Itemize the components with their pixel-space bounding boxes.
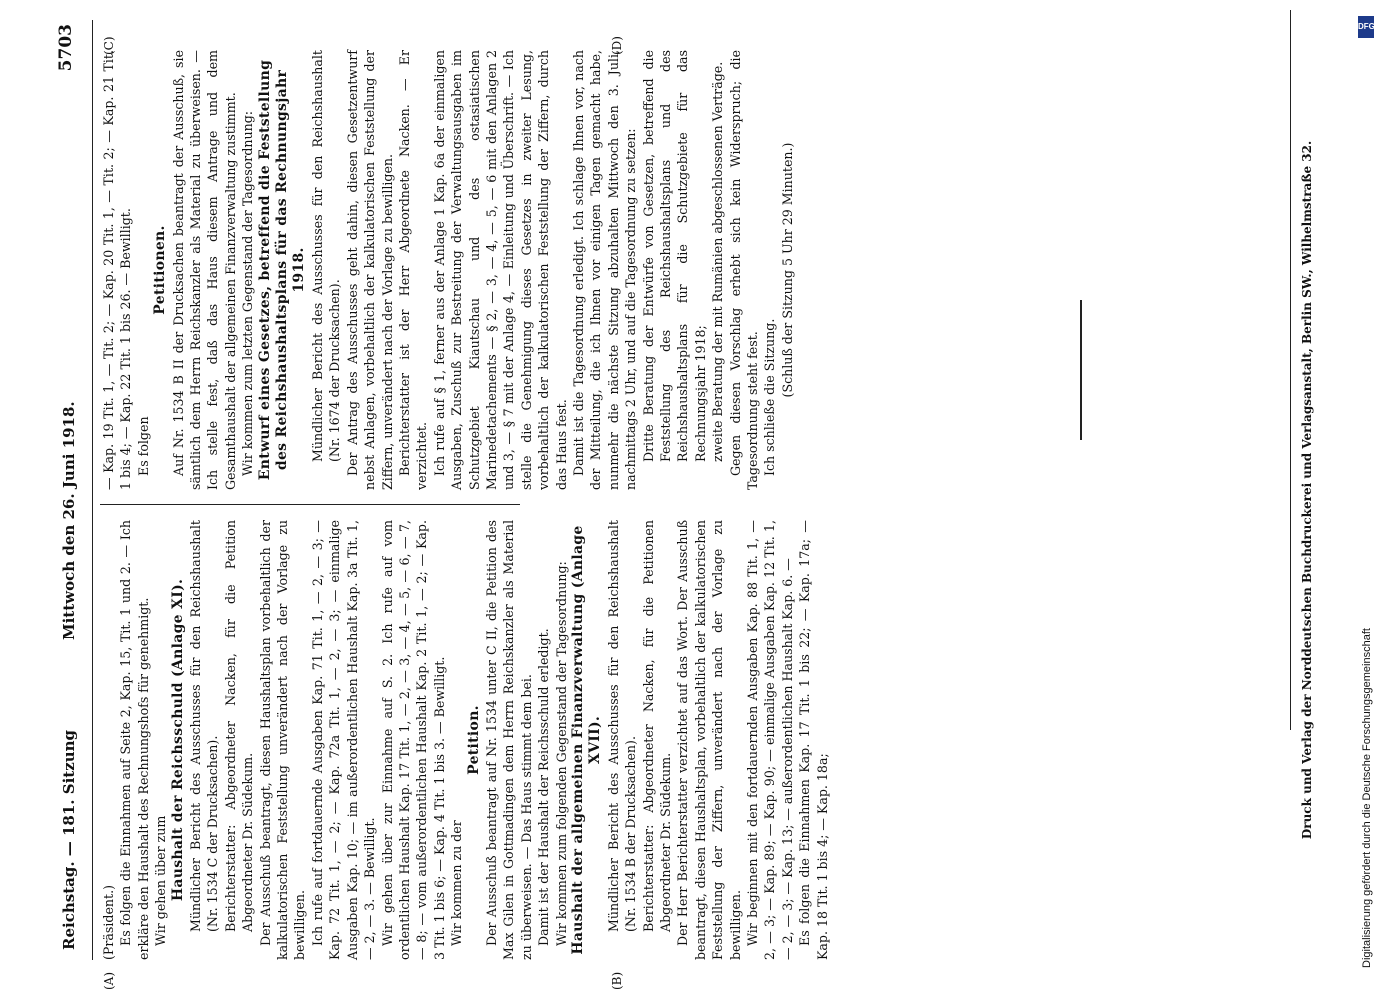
paragraph: Der Ausschuß beantragt auf Nr. 1534 unter C II, die Petition des Max Gilen in Gottmadingen dem Herrn Reichskanzler als Material zu überweisen. — Das Haus stimmt dem bei.: [483, 520, 534, 960]
paragraph: Mündlicher Bericht des Ausschusses für den Reichshaushalt (Nr. 1534 B der Drucksachen).: [605, 520, 639, 932]
closing-note: (Schluß der Sitzung 5 Uhr 29 Minuten.): [779, 142, 795, 398]
end-rule: [1080, 300, 1082, 440]
paragraph: Ich rufe auf fortdauernde Ausgaben Kap. 71 Tit. 1, — 2, — 3; — Kap. 72 Tit. 1, — 2; — Kap. 72a Tit. 1, — 2, — 3; — einmalige Ausgaben Kap. 10; — im außerordentlichen Haushalt Kap. 3a Tit. 1, — 2, — 3. — Bewilligt.: [309, 520, 378, 960]
margin-mark-d: (D): [610, 36, 624, 55]
paragraph: Wir kommen zum folgenden Gegenstand der Tagesordnung:: [553, 561, 569, 946]
paragraph: Auf Nr. 1534 B II der Drucksachen beantragt der Ausschuß, sie sämtlich dem Herrn Reichskanzler als Material zu überweisen. — Ich stelle fest, daß das Haus diesem Antrage und dem Gesamthaushalt der allgemeinen Finanzverwaltung zustimmt.: [170, 50, 238, 490]
paragraph: Mündlicher Bericht des Ausschusses für den Reichshaushalt (Nr. 1534 C der Drucksachen).: [188, 520, 221, 932]
column-divider: [100, 504, 520, 505]
paragraph: Mündlicher Bericht des Ausschusses für den Reichshaushalt (Nr. 1674 der Drucksachen).: [309, 50, 343, 462]
paragraph: Es folgen: [135, 416, 151, 476]
paragraph: Der Antrag des Ausschusses geht dahin, diesen Gesetzentwurf nebst Anlagen, vorbehaltlich der kalkulatorischen Feststellung der Ziffern, unverändert nach der Vorlage zu bewilligen.: [344, 50, 395, 490]
paragraph: Berichterstatter: Abgeordneter Nacken, für die Petition Abgeordneter Dr. Südekum.: [222, 520, 256, 932]
paragraph: Es folgen die Einnahmen Kap. 17 Tit. 1 bis 22; — Kap. 17a; — Kap. 18 Tit. 1 bis 4; — Kap. 18a;: [797, 520, 830, 960]
section-heading: Haushalt der Reichsschuld (Anlage XI).: [169, 578, 186, 902]
section-heading: Entwurf eines Gesetzes, betreffend die Feststellung des Reichshaushaltsplans für das Rechnungsjahr 1918.: [256, 59, 308, 481]
section-heading: Haushalt der allgemeinen Finanzverwaltung (Anlage XVII).: [569, 525, 604, 955]
paragraph: Gegen diesen Vorschlag erhebt sich kein Widerspruch; die Tagesordnung steht fest.: [727, 50, 761, 490]
dfg-logo: DFG: [1358, 16, 1374, 38]
left-column: [100, 520, 831, 960]
paragraph: Wir kommen zum letzten Gegenstand der Tagesordnung:: [240, 110, 256, 476]
paragraph: Es folgen die Einnahmen auf Seite 2, Kap. 15, Tit. 1 und 2. — Ich erkläre den Haushalt des Rechnungshofs für genehmigt.: [118, 520, 151, 960]
header-center: Mittwoch den 26. Juni 1918.: [60, 401, 78, 640]
footer-rule: [1290, 10, 1291, 730]
paragraph: Berichterstatter ist der Herr Abgeordnete Nacken. — Er verzichtet.: [396, 50, 430, 490]
paragraph: — Kap. 19 Tit. 1, — Tit. 2; — Kap. 20 Tit. 1, — Tit. 2; — Kap. 21 Tit. 1 bis 4; — Kap. 22 Tit. 1 bis 26. — Bewilligt.: [101, 50, 134, 490]
paragraph: Wir gehen über zur Einnahme auf S. 2. Ich rufe auf vom ordentlichen Haushalt Kap. 17 Tit. 1, — 2, — 3, — 4, — 5, — 6, — 7, — 8; — vom außerordentlichen Haushalt Kap. 2 Tit. 1, — 2; — Kap. 3 Tit. 1 bis 6; — Kap. 4 Tit. 1 bis 3. — Bewilligt.: [379, 520, 447, 960]
paragraph: Der Herr Berichterstatter verzichtet auf das Wort. Der Ausschuß beantragt, diesen Haushaltsplan, vorbehaltlich der kalkulatorischen Feststellung der Ziffern, unverändert nach der Vorlage zu bewilligen.: [675, 520, 743, 960]
paragraph: Damit ist die Tagesordnung erledigt. Ich schlage Ihnen vor, nach der Mitteilung, die ich Ihnen vor einigen Tagen gemacht habe, nunmehr die nächste Sitzung abzuhalten Mittwoch den 3. Juli, nachmittags 2 Uhr, und auf die Tagesordnung zu setzen:: [570, 50, 639, 490]
paragraph: Damit ist der Haushalt der Reichsschuld erledigt.: [536, 628, 552, 946]
digitization-note: [1358, 8, 1375, 992]
paragraph: zweite Beratung der mit Rumänien abgeschlossenen Verträge.: [710, 61, 726, 462]
margin-mark-b: (B): [610, 971, 624, 990]
section-heading: Petition.: [465, 705, 482, 775]
page-number: 5703: [56, 24, 76, 72]
paragraph: Ich rufe auf § 1, ferner aus der Anlage 1 Kap. 6a der einmaligen Ausgaben, Zuschuß zur Bestreitung der Verwaltungsausgaben im Schutzgebiet Kiautschau und des ostasiatischen Marinedetachements — § 2, — 3, — 4, — 5, — 6 mit den Anlagen 2 und 3, — § 7 mit der Anlage 4, — Einleitung und Überschrift. — Ich stelle die Genehmigung dieses Gesetzes in zweiter Lesung, vorbehaltlich der kalkulatorischen Feststellung der Ziffern, durch das Haus fest.: [431, 50, 569, 490]
header-rule: [92, 20, 93, 960]
margin-mark-a: (A): [102, 971, 116, 990]
right-column: [100, 50, 796, 490]
rotated-page-content: [50, 20, 1340, 990]
paragraph: Ich schließe die Sitzung.: [762, 318, 778, 476]
header-left: Reichstag. — 181. Sitzung: [60, 729, 78, 950]
funding-note: Digitalisierung gefördert durch die Deutsche Forschungsgemeinschaft: [1361, 628, 1373, 968]
paragraph: (Präsident.): [101, 884, 116, 960]
margin-mark-c: (C): [102, 36, 116, 55]
paragraph: Der Ausschuß beantragt, diesen Haushaltsplan vorbehaltlich der kalkulatorischen Feststellung unverändert nach der Vorlage zu bewilligen.: [257, 520, 308, 960]
paragraph: Wir kommen zu der: [449, 820, 465, 946]
printer-imprint: Druck und Verlag der Norddeutschen Buchdruckerei und Verlagsanstalt, Berlin SW., Wilhelmstraße 32.: [1300, 140, 1314, 840]
paragraph: Berichterstatter: Abgeordneter Nacken, für die Petitionen Abgeordneter Dr. Südekum.: [640, 520, 673, 932]
section-heading: Petitionen.: [152, 225, 169, 315]
paragraph: Wir beginnen mit den fortdauernden Ausgaben Kap. 88 Tit. 1, — 2, — 3; — Kap. 89; — Kap. 90; — einmalige Ausgaben Kap. 12 Tit. 1, — 2, — 3; — Kap. 13; — außerordentlichen Haushalt Kap. 6. —: [745, 520, 795, 960]
paragraph: Wir gehen über zum: [153, 815, 169, 946]
paragraph: Dritte Beratung der Entwürfe von Gesetzen, betreffend die Feststellung des Reichshaushaltsplans und des Reichshaushaltsplans für die Schutzgebiete für das Rechnungsjahr 1918;: [640, 50, 708, 462]
running-header: [50, 20, 86, 960]
